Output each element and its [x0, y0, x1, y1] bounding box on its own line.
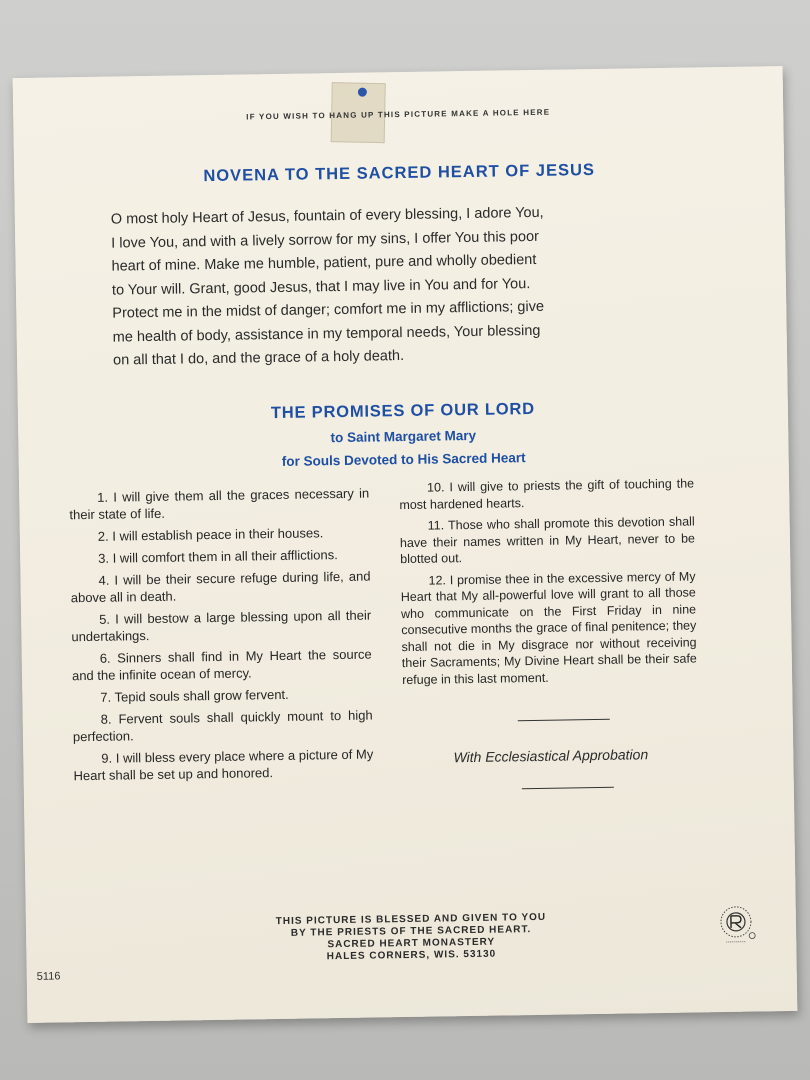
promise-item: 8. Fervent souls shall quickly mount to high perfection.	[72, 707, 373, 745]
footer-line: BY THE PRIESTS OF THE SACRED HEART.	[290, 924, 532, 939]
prayer-line: Protect me in the midst of danger; comfort me in my afflictions; give	[112, 298, 545, 322]
promise-item: 10. I will give to priests the gift of touching the most hardened hearts.	[399, 476, 695, 512]
hang-instruction: IF YOU WISH TO HANG UP THIS PICTURE MAKE A HOLE HERE	[246, 107, 551, 122]
prayer-line: me health of body, assistance in my temporal needs, Your blessing	[112, 322, 541, 346]
promise-item: 9. I will bless every place where a picture of My Heart shall be set up and honored.	[73, 746, 374, 784]
promise-item: 7. Tepid souls shall grow fervent.	[100, 686, 289, 705]
hang-hole-dot	[358, 88, 367, 97]
promise-item: 5. I will bestow a large blessing upon all their undertakings.	[71, 607, 372, 645]
prayer-line: heart of mine. Make me humble, patient, pure and wholly obedient	[111, 251, 537, 275]
promises-right-column	[399, 475, 697, 693]
footer-line: SACRED HEART MONASTERY	[327, 936, 496, 951]
novena-prayer	[111, 200, 634, 373]
promise-item: 6. Sinners shall find in My Heart the source and the infinite ocean of mercy.	[71, 646, 372, 684]
promise-item: 12. I promise thee in the excessive mercy of My Heart that My all-powerful love will grant to all those who communicate on the First Friday in nine consecutive months the grace of final penitence; they shall not die in My disgrace nor without receiving their Sacraments; My Divine Heart shall be their safe refuge in this last moment.	[400, 568, 697, 687]
footer-line: THIS PICTURE IS BLESSED AND GIVEN TO YOU	[275, 911, 547, 928]
promises-subtitle: to Saint Margaret Mary	[330, 427, 477, 446]
prayer-line: to Your will. Grant, good Jesus, that I may live in You and for You.	[111, 275, 531, 299]
publisher-footer	[26, 908, 797, 968]
promise-item: 1. I will give them all the graces necessary in their state of life.	[69, 485, 370, 523]
promise-item: 11. Those who shall promote this devotion shall have their names written in My Heart, never to be blotted out.	[399, 514, 696, 567]
approbation-text: With Ecclesiastical Approbation	[453, 746, 649, 766]
prayer-card	[13, 66, 798, 1023]
promise-item: 2. I will establish peace in their houses.	[97, 525, 324, 544]
promises-title: THE PROMISES OF OUR LORD	[270, 399, 536, 423]
promises-left-column	[69, 485, 374, 790]
prayer-line: I love You, and with a lively sorrow for my sins, I offer You this poor	[111, 228, 540, 252]
novena-title: NOVENA TO THE SACRED HEART OF JESUS	[203, 160, 596, 186]
catalog-number: 5116	[36, 970, 61, 983]
promises-subtitle-2: for Souls Devoted to His Sacred Heart	[281, 450, 526, 469]
prayer-line: O most holy Heart of Jesus, fountain of every blessing, I adore You,	[110, 204, 544, 228]
divider-rule	[522, 787, 614, 789]
footer-line: HALES CORNERS, WIS. 53130	[326, 948, 497, 963]
promise-item: 4. I will be their secure refuge during life, and above all in death.	[70, 568, 371, 606]
divider-rule	[518, 719, 610, 721]
promise-item: 3. I will comfort them in all their afflictions.	[98, 547, 338, 566]
publisher-mark-icon	[716, 901, 761, 946]
prayer-line: on all that I do, and the grace of a holy death.	[112, 347, 405, 369]
